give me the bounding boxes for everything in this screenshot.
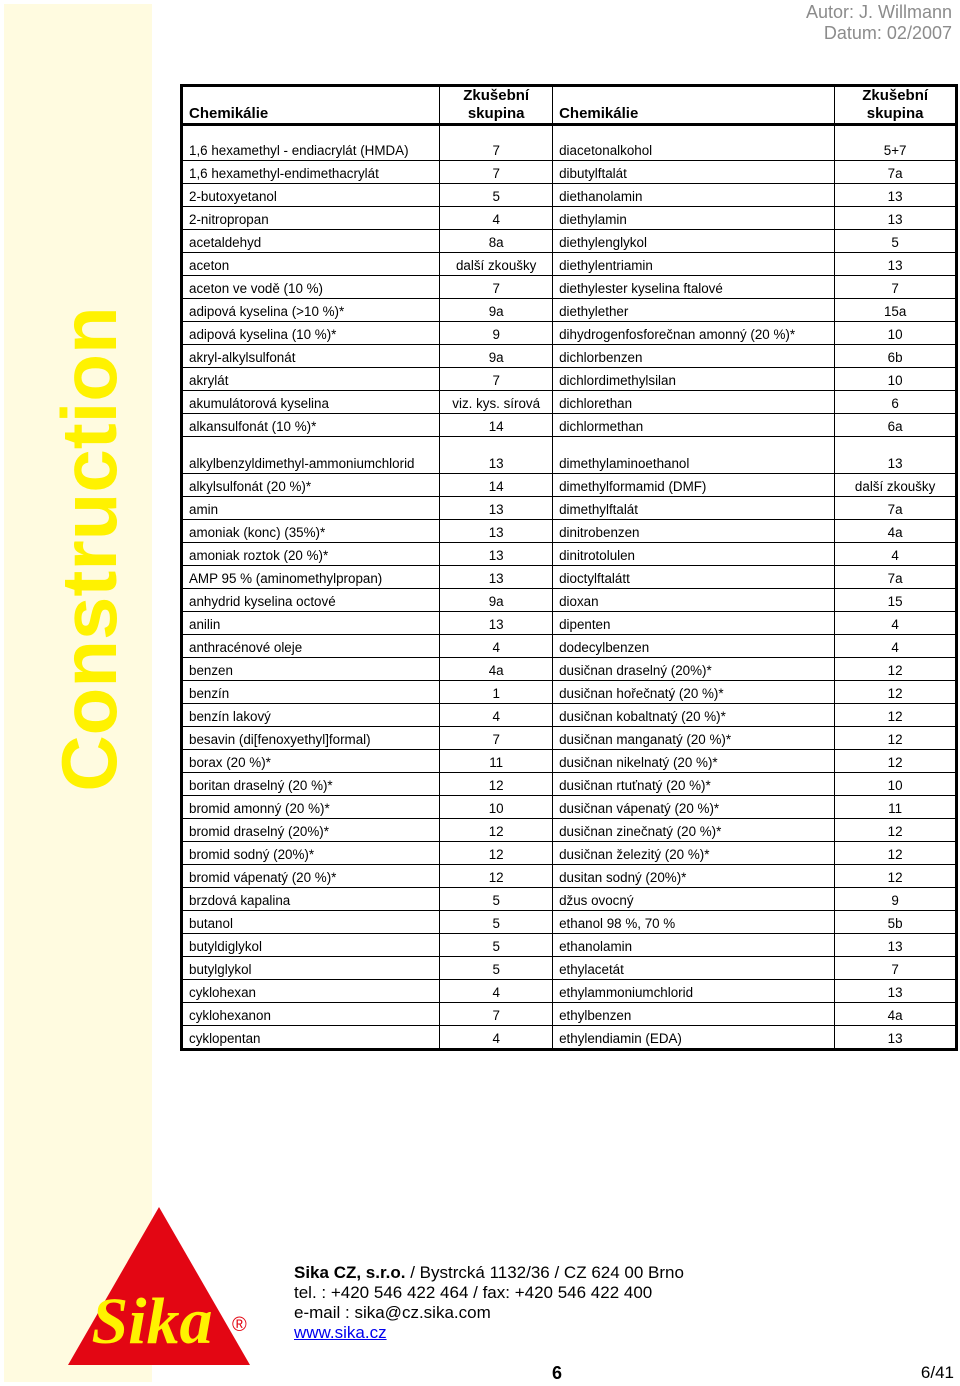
- cell-chemical-right: dichlordimethylsilan: [553, 368, 835, 391]
- table-row: [183, 230, 956, 253]
- cell-chemical-left: benzín lakový: [183, 704, 440, 727]
- cell-chemical-right: džus ovocný: [553, 888, 835, 911]
- cell-chemical-right: dusičnan vápenatý (20 %)*: [553, 796, 835, 819]
- cell-group-left: 9: [440, 322, 553, 345]
- cell-group-right: 10: [835, 368, 956, 391]
- company-address: / Bystrcká 1132/36 / CZ 624 00 Brno: [405, 1263, 684, 1282]
- cell-group-left: viz. kys. sírová: [440, 391, 553, 414]
- cell-group-right: 12: [835, 658, 956, 681]
- cell-chemical-left: benzín: [183, 681, 440, 704]
- author-label: Autor: J. Willmann: [805, 2, 952, 22]
- cell-chemical-left: adipová kyselina (>10 %)*: [183, 299, 440, 322]
- table-row: [183, 957, 956, 980]
- table-row: [183, 474, 956, 497]
- table-row: [183, 299, 956, 322]
- cell-group-left: 12: [440, 865, 553, 888]
- table-row: [183, 520, 956, 543]
- table-row: [183, 934, 956, 957]
- cell-chemical-left: aceton ve vodě (10 %): [183, 276, 440, 299]
- cell-chemical-right: dodecylbenzen: [553, 635, 835, 658]
- footer-address-line: [294, 1263, 684, 1283]
- cell-chemical-right: dichlorbenzen: [553, 345, 835, 368]
- cell-chemical-left: alkansulfonát (10 %)*: [183, 414, 440, 437]
- table-row: [183, 681, 956, 704]
- table-body: [183, 124, 956, 1049]
- cell-chemical-right: ethylammoniumchlorid: [553, 980, 835, 1003]
- registered-mark: ®: [232, 1314, 247, 1336]
- cell-chemical-right: diethylester kyselina ftalové: [553, 276, 835, 299]
- cell-chemical-right: dibutylftalát: [553, 161, 835, 184]
- cell-chemical-left: adipová kyselina (10 %)*: [183, 322, 440, 345]
- cell-group-right: 4a: [835, 520, 956, 543]
- cell-group-left: 5: [440, 911, 553, 934]
- cell-group-right: 12: [835, 842, 956, 865]
- cell-group-left: 4: [440, 635, 553, 658]
- cell-group-left: 4: [440, 980, 553, 1003]
- cell-chemical-left: cyklohexanon: [183, 1003, 440, 1026]
- table-row: [183, 276, 956, 299]
- cell-chemical-right: dusičnan hořečnatý (20 %)*: [553, 681, 835, 704]
- cell-group-left: 12: [440, 773, 553, 796]
- cell-chemical-right: diethanolamin: [553, 184, 835, 207]
- cell-group-right: 13: [835, 437, 956, 474]
- cell-chemical-right: dinitrotolulen: [553, 543, 835, 566]
- cell-chemical-right: ethylbenzen: [553, 1003, 835, 1026]
- cell-group-right: 7: [835, 276, 956, 299]
- cell-group-right: 4: [835, 543, 956, 566]
- cell-chemical-right: dimethylformamid (DMF): [553, 474, 835, 497]
- table-row: [183, 322, 956, 345]
- cell-chemical-left: aceton: [183, 253, 440, 276]
- cell-group-right: 15: [835, 589, 956, 612]
- sidebar-panel: [4, 4, 152, 1382]
- cell-group-right: 9: [835, 888, 956, 911]
- cell-chemical-left: cyklopentan: [183, 1026, 440, 1049]
- website-link[interactable]: www.sika.cz: [294, 1323, 387, 1342]
- table-row: [183, 819, 956, 842]
- cell-chemical-right: dusičnan rtuťnatý (20 %)*: [553, 773, 835, 796]
- table-row: [183, 543, 956, 566]
- sidebar-construction-text: Construction: [45, 306, 133, 792]
- cell-chemical-left: alkylsulfonát (20 %)*: [183, 474, 440, 497]
- cell-group-right: 7a: [835, 566, 956, 589]
- cell-group-left: 11: [440, 750, 553, 773]
- cell-chemical-right: dimethylaminoethanol: [553, 437, 835, 474]
- cell-group-right: 6a: [835, 414, 956, 437]
- cell-chemical-left: anhydrid kyselina octové: [183, 589, 440, 612]
- cell-chemical-left: amoniak roztok (20 %)*: [183, 543, 440, 566]
- table-row: [183, 796, 956, 819]
- cell-group-right: 12: [835, 819, 956, 842]
- cell-chemical-right: diethylether: [553, 299, 835, 322]
- cell-chemical-right: dusičnan kobaltnatý (20 %)*: [553, 704, 835, 727]
- table-row: [183, 635, 956, 658]
- table-row: [183, 773, 956, 796]
- cell-chemical-left: boritan draselný (20 %)*: [183, 773, 440, 796]
- cell-group-left: 7: [440, 276, 553, 299]
- cell-group-right: 12: [835, 750, 956, 773]
- company-name: Sika CZ, s.r.o.: [294, 1263, 406, 1282]
- cell-chemical-right: dioxan: [553, 589, 835, 612]
- cell-chemical-right: ethanol 98 %, 70 %: [553, 911, 835, 934]
- table-row: [183, 658, 956, 681]
- table-row: [183, 1026, 956, 1049]
- cell-group-left: 5: [440, 888, 553, 911]
- cell-chemical-right: dipenten: [553, 612, 835, 635]
- cell-chemical-right: dihydrogenfosforečnan amonný (20 %)*: [553, 322, 835, 345]
- cell-group-right: 4: [835, 635, 956, 658]
- sika-logo: [64, 1205, 254, 1370]
- table-row: [183, 612, 956, 635]
- cell-chemical-right: dusičnan manganatý (20 %)*: [553, 727, 835, 750]
- cell-chemical-left: butylglykol: [183, 957, 440, 980]
- cell-chemical-left: 1,6 hexamethyl-endimethacrylát: [183, 161, 440, 184]
- cell-group-right: 4: [835, 612, 956, 635]
- cell-chemical-right: dimethylftalát: [553, 497, 835, 520]
- cell-group-left: 4: [440, 207, 553, 230]
- cell-chemical-left: bromid draselný (20%)*: [183, 819, 440, 842]
- cell-chemical-left: benzen: [183, 658, 440, 681]
- cell-group-right: 12: [835, 727, 956, 750]
- cell-chemical-right: diethylenglykol: [553, 230, 835, 253]
- cell-group-right: 5: [835, 230, 956, 253]
- table-header-row: [183, 87, 956, 124]
- cell-chemical-left: borax (20 %)*: [183, 750, 440, 773]
- cell-chemical-left: AMP 95 % (aminomethylpropan): [183, 566, 440, 589]
- table-row: [183, 184, 956, 207]
- cell-group-left: 9a: [440, 589, 553, 612]
- cell-chemical-right: dichlormethan: [553, 414, 835, 437]
- table-row: [183, 207, 956, 230]
- cell-chemical-left: 2-butoxyetanol: [183, 184, 440, 207]
- cell-group-right: 6: [835, 391, 956, 414]
- cell-group-left: 1: [440, 681, 553, 704]
- table-row: [183, 589, 956, 612]
- cell-chemical-left: alkylbenzyldimethyl-ammoniumchlorid: [183, 437, 440, 474]
- table-row: [183, 437, 956, 474]
- cell-group-left: 13: [440, 520, 553, 543]
- cell-group-right: 13: [835, 980, 956, 1003]
- cell-group-left: 14: [440, 414, 553, 437]
- footer-phone: tel. : +420 546 422 464 / fax: +420 546 422 400: [294, 1283, 653, 1302]
- cell-group-right: 13: [835, 184, 956, 207]
- cell-chemical-right: ethylacetát: [553, 957, 835, 980]
- cell-chemical-right: dusitan sodný (20%)*: [553, 865, 835, 888]
- cell-chemical-right: dichlorethan: [553, 391, 835, 414]
- cell-group-right: 12: [835, 704, 956, 727]
- cell-group-right: 13: [835, 934, 956, 957]
- cell-chemical-left: acetaldehyd: [183, 230, 440, 253]
- logo-wordmark: Sika: [91, 1285, 213, 1358]
- table-row: [183, 1003, 956, 1026]
- cell-group-right: další zkoušky: [835, 474, 956, 497]
- cell-group-left: 9a: [440, 299, 553, 322]
- cell-group-right: 6b: [835, 345, 956, 368]
- cell-group-left: 5: [440, 184, 553, 207]
- cell-chemical-right: dinitrobenzen: [553, 520, 835, 543]
- table-row: [183, 911, 956, 934]
- table-row: [183, 391, 956, 414]
- cell-chemical-left: amoniak (konc) (35%)*: [183, 520, 440, 543]
- date-label: Datum: 02/2007: [823, 23, 952, 43]
- cell-group-left: 13: [440, 437, 553, 474]
- table-row: [183, 368, 956, 391]
- table-row: [183, 842, 956, 865]
- column-header-chemical-left: Chemikálie: [183, 87, 440, 124]
- cell-group-right: 13: [835, 1026, 956, 1049]
- cell-group-right: 13: [835, 253, 956, 276]
- cell-group-left: 7: [440, 727, 553, 750]
- footer-email[interactable]: e-mail : sika@cz.sika.com: [294, 1303, 491, 1322]
- cell-chemical-left: brzdová kapalina: [183, 888, 440, 911]
- cell-group-left: 10: [440, 796, 553, 819]
- cell-chemical-right: diacetonalkohol: [553, 124, 835, 161]
- cell-chemical-right: dioctylftalátt: [553, 566, 835, 589]
- cell-chemical-right: dusičnan draselný (20%)*: [553, 658, 835, 681]
- cell-chemical-left: anthracénové oleje: [183, 635, 440, 658]
- table-row: [183, 750, 956, 773]
- cell-group-right: 11: [835, 796, 956, 819]
- cell-group-left: 7: [440, 161, 553, 184]
- cell-chemical-left: cyklohexan: [183, 980, 440, 1003]
- table-row: [183, 566, 956, 589]
- cell-chemical-right: diethylamin: [553, 207, 835, 230]
- table-row: [183, 727, 956, 750]
- cell-chemical-left: bromid sodný (20%)*: [183, 842, 440, 865]
- cell-chemical-right: dusičnan nikelnatý (20 %)*: [553, 750, 835, 773]
- cell-group-right: 7a: [835, 497, 956, 520]
- cell-group-left: 4: [440, 1026, 553, 1049]
- table-row: [183, 888, 956, 911]
- table-row: [183, 497, 956, 520]
- cell-group-left: 4a: [440, 658, 553, 681]
- table-row: [183, 414, 956, 437]
- cell-group-left: 13: [440, 612, 553, 635]
- cell-group-left: 7: [440, 124, 553, 161]
- chemicals-table: [182, 86, 956, 1049]
- cell-chemical-left: akryl-alkylsulfonát: [183, 345, 440, 368]
- table-row: [183, 124, 956, 161]
- cell-group-left: 13: [440, 543, 553, 566]
- page-count: 6/41: [920, 1363, 954, 1382]
- cell-group-right: 5b: [835, 911, 956, 934]
- cell-group-left: 5: [440, 957, 553, 980]
- cell-chemical-right: dusičnan zinečnatý (20 %)*: [553, 819, 835, 842]
- cell-group-left: 13: [440, 497, 553, 520]
- cell-group-left: 14: [440, 474, 553, 497]
- cell-chemical-right: ethanolamin: [553, 934, 835, 957]
- document-header: [806, 2, 952, 44]
- cell-chemical-right: diethylentriamin: [553, 253, 835, 276]
- cell-chemical-left: anilin: [183, 612, 440, 635]
- cell-chemical-left: akumulátorová kyselina: [183, 391, 440, 414]
- cell-group-right: 15a: [835, 299, 956, 322]
- cell-chemical-left: besavin (di[fenoxyethyl]formal): [183, 727, 440, 750]
- column-header-group-right: Zkušební skupina: [835, 87, 956, 124]
- cell-group-right: 10: [835, 322, 956, 345]
- cell-chemical-left: amin: [183, 497, 440, 520]
- column-header-group-left: Zkušební skupina: [440, 87, 553, 124]
- cell-chemical-right: dusičnan železitý (20 %)*: [553, 842, 835, 865]
- cell-group-left: 9a: [440, 345, 553, 368]
- cell-group-left: 7: [440, 368, 553, 391]
- cell-group-right: 10: [835, 773, 956, 796]
- cell-group-right: 7: [835, 957, 956, 980]
- cell-chemical-left: bromid vápenatý (20 %)*: [183, 865, 440, 888]
- cell-group-right: 13: [835, 207, 956, 230]
- cell-chemical-left: butyldiglykol: [183, 934, 440, 957]
- cell-group-left: 5: [440, 934, 553, 957]
- cell-chemical-left: akrylát: [183, 368, 440, 391]
- cell-chemical-right: ethylendiamin (EDA): [553, 1026, 835, 1049]
- cell-group-left: 7: [440, 1003, 553, 1026]
- table-row: [183, 865, 956, 888]
- cell-chemical-left: 1,6 hexamethyl - endiacrylát (HMDA): [183, 124, 440, 161]
- table-row: [183, 253, 956, 276]
- table-row: [183, 704, 956, 727]
- cell-group-right: 5+7: [835, 124, 956, 161]
- cell-group-left: 12: [440, 842, 553, 865]
- table-row: [183, 161, 956, 184]
- footer-contact: [294, 1263, 684, 1343]
- cell-group-right: 12: [835, 681, 956, 704]
- table-row: [183, 345, 956, 368]
- cell-chemical-left: bromid amonný (20 %)*: [183, 796, 440, 819]
- cell-group-right: 4a: [835, 1003, 956, 1026]
- cell-group-left: 13: [440, 566, 553, 589]
- cell-group-left: 8a: [440, 230, 553, 253]
- page-number: 6: [552, 1363, 563, 1383]
- cell-group-right: 7a: [835, 161, 956, 184]
- cell-chemical-left: 2-nitropropan: [183, 207, 440, 230]
- cell-chemical-left: butanol: [183, 911, 440, 934]
- cell-group-right: 12: [835, 865, 956, 888]
- table-row: [183, 980, 956, 1003]
- cell-group-left: další zkoušky: [440, 253, 553, 276]
- cell-group-left: 12: [440, 819, 553, 842]
- column-header-chemical-right: Chemikálie: [553, 87, 835, 124]
- cell-group-left: 4: [440, 704, 553, 727]
